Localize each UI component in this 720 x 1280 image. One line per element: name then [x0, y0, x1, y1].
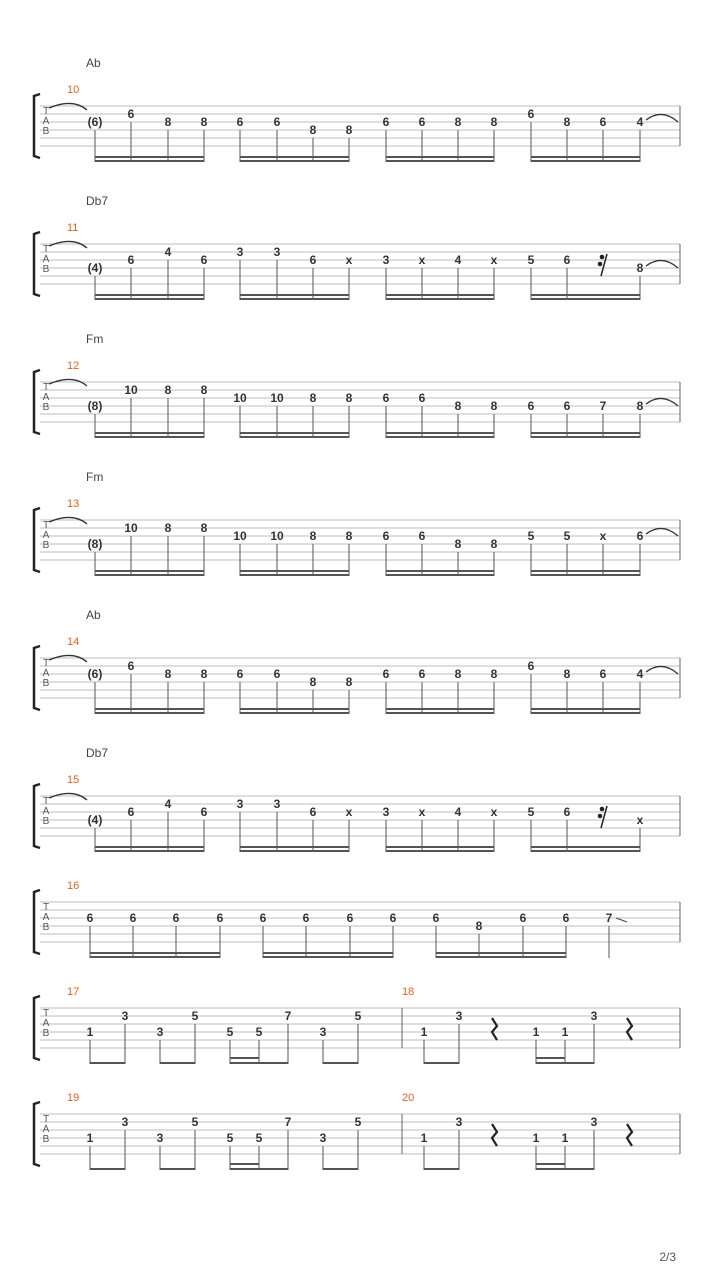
beam	[240, 436, 349, 438]
fret-number: 6	[382, 391, 390, 405]
fret-number: 6	[259, 911, 267, 925]
tab-clef-letter: B	[42, 540, 50, 551]
beam	[95, 708, 204, 710]
system-bracket	[34, 1102, 40, 1166]
chord-symbol: Fm	[86, 332, 104, 346]
fret-number: 3	[121, 1115, 129, 1129]
fret-number: 3	[319, 1131, 327, 1145]
fret-number: 6	[563, 805, 571, 819]
fret-number: 1	[86, 1131, 94, 1145]
fret-number: 10	[270, 391, 284, 405]
beam	[95, 570, 204, 572]
chord-symbol: Db7	[86, 194, 109, 208]
measure-number: 18	[402, 986, 415, 998]
chord-symbol: Ab	[86, 608, 101, 622]
fret-number: 8	[490, 667, 498, 681]
system-bracket	[34, 508, 40, 572]
fret-number: x	[599, 529, 607, 543]
tab-clef-letter: B	[42, 1028, 50, 1039]
beam	[531, 708, 640, 710]
beam	[531, 156, 640, 158]
measure-number: 12	[67, 360, 80, 372]
fret-number: 8	[454, 399, 462, 413]
beam	[323, 1168, 358, 1170]
beam	[531, 436, 640, 438]
fret-number: 8	[164, 383, 172, 397]
quarter-rest	[627, 1124, 632, 1146]
fret-number: 8	[490, 399, 498, 413]
fret-number: 6	[418, 529, 426, 543]
fret-number: 6	[418, 667, 426, 681]
fret-number: 6	[273, 667, 281, 681]
fret-number: 8	[454, 537, 462, 551]
beam	[424, 1168, 459, 1170]
tab-clef-letter: A	[42, 116, 50, 127]
fret-number: 8	[563, 667, 571, 681]
fret-number: 6	[527, 399, 535, 413]
fret-number: 3	[319, 1025, 327, 1039]
tab-system	[34, 784, 680, 852]
fret-number: 4	[454, 805, 462, 819]
beam	[531, 570, 640, 572]
beam	[240, 570, 349, 572]
beam	[536, 1057, 565, 1059]
tab-clef-letter: A	[42, 806, 50, 817]
tab-system	[34, 646, 680, 714]
fret-number: 1	[532, 1025, 540, 1039]
tab-system	[34, 232, 680, 300]
beam	[240, 298, 349, 300]
fret-number: x	[345, 805, 353, 819]
beam	[386, 574, 494, 576]
fret-number: 6	[418, 115, 426, 129]
chord-symbol: Ab	[86, 56, 101, 70]
tab-clef-letter: B	[42, 1134, 50, 1145]
fret-number: 5	[255, 1131, 263, 1145]
beam	[95, 156, 204, 158]
beam	[531, 298, 640, 300]
fret-number: 6	[519, 911, 527, 925]
fret-number: 6	[562, 911, 570, 925]
fret-number: x	[345, 253, 353, 267]
beam	[90, 952, 220, 954]
fret-number: 8	[454, 115, 462, 129]
tie-arc	[646, 666, 678, 674]
fret-number: 6	[309, 253, 317, 267]
tab-system	[34, 1102, 680, 1170]
beam	[240, 160, 349, 162]
fret-number: (6)	[87, 667, 103, 681]
fret-number: 8	[164, 115, 172, 129]
fret-number: 6	[382, 115, 390, 129]
fret-number: 6	[236, 667, 244, 681]
slide-line	[616, 918, 627, 922]
fret-number: 3	[382, 253, 390, 267]
tab-clef-letter: A	[42, 1124, 50, 1135]
beam	[531, 712, 640, 714]
beam	[230, 1062, 288, 1064]
fret-number: 8	[345, 123, 353, 137]
measure-number: 19	[67, 1092, 80, 1104]
fret-number: 1	[532, 1131, 540, 1145]
measure-number: 17	[67, 986, 80, 998]
fret-number: 5	[527, 253, 535, 267]
fret-number: 6	[599, 115, 607, 129]
tie-arc	[49, 241, 87, 248]
fret-number: 10	[233, 529, 247, 543]
beam	[95, 574, 204, 576]
beam	[95, 298, 204, 300]
fret-number: 6	[527, 659, 535, 673]
fret-number: 3	[273, 245, 281, 259]
beam	[536, 1168, 594, 1170]
fret-number: 1	[561, 1025, 569, 1039]
tab-system	[34, 370, 680, 438]
tab-clef-letter: A	[42, 668, 50, 679]
fret-number: 6	[599, 667, 607, 681]
fret-number: 5	[191, 1009, 199, 1023]
beam	[436, 952, 566, 954]
fret-number: 6	[216, 911, 224, 925]
fret-number: 8	[164, 667, 172, 681]
beam	[95, 432, 204, 434]
page-number: 2/3	[659, 1250, 676, 1264]
fret-number: 10	[124, 521, 138, 535]
beam	[386, 846, 494, 848]
beam	[386, 712, 494, 714]
beam	[240, 712, 349, 714]
beam	[531, 850, 640, 852]
tab-clef-letter: T	[42, 1114, 50, 1125]
fret-number: 6	[273, 115, 281, 129]
fret-number: 5	[191, 1115, 199, 1129]
tie-arc	[49, 793, 87, 800]
fret-number: 4	[164, 797, 172, 811]
tab-clef-letter: T	[42, 382, 50, 393]
tab-clef-letter: B	[42, 678, 50, 689]
beam	[240, 156, 349, 158]
tab-clef-letter: T	[42, 244, 50, 255]
beam	[230, 1057, 259, 1059]
fret-number: 3	[590, 1009, 598, 1023]
tie-arc	[646, 528, 678, 536]
fret-number: 5	[226, 1025, 234, 1039]
beam	[240, 708, 349, 710]
fret-number: 3	[590, 1115, 598, 1129]
tab-clef-letter: B	[42, 126, 50, 137]
tab-clef-letter: A	[42, 392, 50, 403]
fret-number: 7	[284, 1009, 292, 1023]
fret-number: 7	[284, 1115, 292, 1129]
tie-arc	[49, 655, 87, 662]
tie-arc	[49, 379, 87, 386]
tab-system	[34, 890, 680, 958]
measure-number: 15	[67, 774, 80, 786]
fret-number: 6	[382, 667, 390, 681]
fret-number: 4	[636, 115, 644, 129]
beam	[230, 1163, 259, 1165]
fret-number: 6	[127, 805, 135, 819]
fret-number: 6	[86, 911, 94, 925]
beam	[386, 850, 494, 852]
system-bracket	[34, 232, 40, 296]
fret-number: 6	[389, 911, 397, 925]
beam	[160, 1062, 195, 1064]
fret-number: (8)	[87, 537, 103, 551]
fret-number: 8	[454, 667, 462, 681]
beam	[95, 160, 204, 162]
system-bracket	[34, 94, 40, 158]
beam	[323, 1062, 358, 1064]
beam	[386, 160, 494, 162]
fret-number: 6	[302, 911, 310, 925]
measure-number: 14	[67, 636, 80, 648]
fret-number: 3	[273, 797, 281, 811]
beam	[263, 956, 393, 958]
fret-number: 6	[309, 805, 317, 819]
fret-number: 4	[164, 245, 172, 259]
fret-number: 6	[200, 805, 208, 819]
beam	[531, 160, 640, 162]
fret-number: 5	[354, 1009, 362, 1023]
fret-number: 8	[563, 115, 571, 129]
tab-clef-letter: B	[42, 402, 50, 413]
fret-number: 5	[354, 1115, 362, 1129]
fret-number: 6	[636, 529, 644, 543]
fret-number: 8	[309, 675, 317, 689]
beam	[536, 1163, 565, 1165]
fret-number: 6	[236, 115, 244, 129]
beam	[240, 432, 349, 434]
fret-number: 8	[309, 391, 317, 405]
tie-arc	[646, 260, 678, 268]
fret-number: 3	[455, 1115, 463, 1129]
beam	[386, 156, 494, 158]
tab-clef-letter: T	[42, 658, 50, 669]
tab-clef-letter: B	[42, 922, 50, 933]
fret-number: 3	[236, 245, 244, 259]
fret-number: 5	[527, 529, 535, 543]
tab-clef-letter: B	[42, 816, 50, 827]
beam	[90, 956, 220, 958]
fret-number: 8	[636, 261, 644, 275]
tab-clef-letter: T	[42, 902, 50, 913]
fret-number: 8	[309, 123, 317, 137]
measure-number: 11	[67, 222, 79, 234]
system-bracket	[34, 370, 40, 434]
beam	[531, 846, 640, 848]
tab-clef-letter: T	[42, 106, 50, 117]
fret-number: x	[490, 805, 498, 819]
beam	[95, 846, 204, 848]
fret-number: 5	[563, 529, 571, 543]
fret-number: 1	[420, 1025, 428, 1039]
fret-number: 8	[475, 919, 483, 933]
fret-number: 8	[345, 675, 353, 689]
beam	[240, 850, 349, 852]
fret-number: 5	[527, 805, 535, 819]
system-bracket	[34, 890, 40, 954]
fret-number: 4	[636, 667, 644, 681]
fret-number: 6	[172, 911, 180, 925]
tab-clef-letter: T	[42, 520, 50, 531]
beam	[436, 956, 566, 958]
fret-number: (6)	[87, 115, 103, 129]
beam	[240, 574, 349, 576]
fret-number: x	[418, 253, 426, 267]
beam	[386, 298, 494, 300]
tab-clef-letter: A	[42, 912, 50, 923]
fret-number: 3	[455, 1009, 463, 1023]
fret-number: 10	[270, 529, 284, 543]
beam	[386, 294, 494, 296]
tab-system	[34, 94, 680, 162]
fret-number: (4)	[87, 813, 103, 827]
fret-number: 6	[129, 911, 137, 925]
rest-flag	[598, 814, 603, 819]
fret-number: 6	[563, 253, 571, 267]
fret-number: 5	[255, 1025, 263, 1039]
tab-system	[34, 996, 680, 1064]
beam	[531, 574, 640, 576]
tab-clef-letter: A	[42, 254, 50, 265]
beam	[531, 432, 640, 434]
beam	[160, 1168, 195, 1170]
fret-number: 3	[156, 1025, 164, 1039]
tab-clef-letter: A	[42, 1018, 50, 1029]
fret-number: 6	[563, 399, 571, 413]
measure-number: 16	[67, 880, 80, 892]
fret-number: 8	[345, 391, 353, 405]
beam	[90, 1062, 125, 1064]
beam	[424, 1062, 459, 1064]
tab-clef-letter: T	[42, 796, 50, 807]
measure-number: 10	[67, 84, 80, 96]
chord-symbol: Fm	[86, 470, 104, 484]
beam	[386, 570, 494, 572]
system-bracket	[34, 996, 40, 1060]
fret-number: 8	[345, 529, 353, 543]
fret-number: 8	[200, 667, 208, 681]
fret-number: 7	[599, 399, 607, 413]
fret-number: 8	[200, 383, 208, 397]
beam	[95, 294, 204, 296]
fret-number: 1	[420, 1131, 428, 1145]
fret-number: 8	[200, 521, 208, 535]
tie-arc	[646, 398, 678, 406]
fret-number: 1	[86, 1025, 94, 1039]
tie-arc	[49, 517, 87, 524]
rest-flag	[598, 262, 603, 267]
fret-number: 6	[382, 529, 390, 543]
beam	[95, 436, 204, 438]
fret-number: 5	[226, 1131, 234, 1145]
fret-number: 6	[127, 253, 135, 267]
beam	[386, 708, 494, 710]
measure-number: 20	[402, 1092, 415, 1104]
tab-clef-letter: B	[42, 264, 50, 275]
rest-flag	[600, 807, 605, 812]
beam	[386, 436, 494, 438]
fret-number: 6	[527, 107, 535, 121]
rest-flag	[600, 255, 605, 260]
fret-number: 6	[346, 911, 354, 925]
fret-number: 6	[432, 911, 440, 925]
beam	[95, 712, 204, 714]
beam	[230, 1168, 288, 1170]
beam	[536, 1062, 594, 1064]
fret-number: 6	[127, 107, 135, 121]
fret-number: 3	[121, 1009, 129, 1023]
fret-number: 8	[490, 537, 498, 551]
beam	[263, 952, 393, 954]
fret-number: 8	[164, 521, 172, 535]
fret-number: x	[418, 805, 426, 819]
fret-number: 8	[636, 399, 644, 413]
fret-number: 3	[382, 805, 390, 819]
fret-number: 1	[561, 1131, 569, 1145]
fret-number: (8)	[87, 399, 103, 413]
fret-number: 6	[200, 253, 208, 267]
beam	[95, 850, 204, 852]
tab-system	[34, 508, 680, 576]
beam	[531, 294, 640, 296]
fret-number: 10	[233, 391, 247, 405]
fret-number: 6	[418, 391, 426, 405]
system-bracket	[34, 646, 40, 710]
fret-number: 7	[605, 911, 613, 925]
beam	[90, 1168, 125, 1170]
fret-number: 6	[127, 659, 135, 673]
beam	[386, 432, 494, 434]
fret-number: 3	[156, 1131, 164, 1145]
beam	[240, 294, 349, 296]
quarter-rest	[492, 1124, 497, 1146]
beam	[240, 846, 349, 848]
fret-number: 4	[454, 253, 462, 267]
tab-clef-letter: T	[42, 1008, 50, 1019]
fret-number: 8	[309, 529, 317, 543]
tie-arc	[646, 114, 678, 122]
fret-number: 3	[236, 797, 244, 811]
fret-number: 8	[490, 115, 498, 129]
fret-number: x	[490, 253, 498, 267]
quarter-rest	[627, 1018, 632, 1040]
quarter-rest	[492, 1018, 497, 1040]
fret-number: (4)	[87, 261, 103, 275]
tab-clef-letter: A	[42, 530, 50, 541]
chord-symbol: Db7	[86, 746, 109, 760]
fret-number: 8	[200, 115, 208, 129]
tie-arc	[49, 103, 87, 110]
measure-number: 13	[67, 498, 80, 510]
system-bracket	[34, 784, 40, 848]
fret-number: x	[636, 813, 644, 827]
fret-number: 10	[124, 383, 138, 397]
